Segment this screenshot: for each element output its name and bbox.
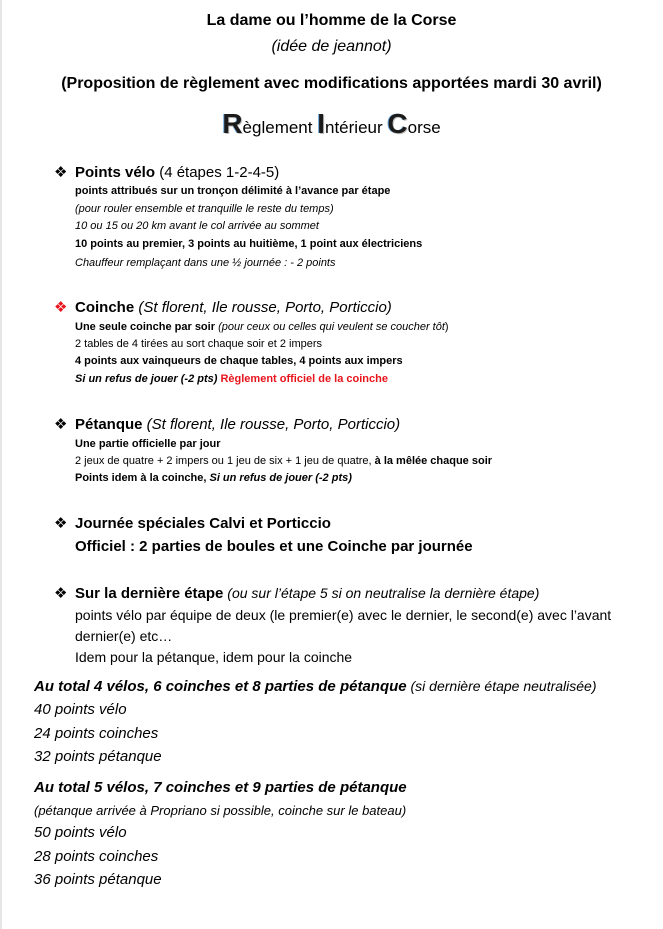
total-1-item: 40 points vélo <box>34 701 127 718</box>
total-1-item: 32 points pétanque <box>34 748 162 765</box>
reglement-word-1: èglement <box>242 118 318 137</box>
reglement-word-2: ntérieur <box>325 118 388 137</box>
diamond-bullet-icon: ❖ <box>54 585 68 602</box>
journee-title: Journée spéciales Calvi et Porticcio <box>75 515 331 532</box>
velo-heading <box>75 164 279 181</box>
derniere-title: Sur la dernière étape <box>75 585 224 602</box>
petanque-line-1: Une partie officielle par jour <box>75 438 221 450</box>
petanque-line-2b: à la mêlée chaque soir <box>374 455 493 467</box>
coinche-refus: Si un refus de jouer (-2 pts) <box>75 373 221 385</box>
derniere-line-3: Idem pour la pétanque, idem pour la coinche <box>75 649 353 665</box>
velo-line-1: points attribués sur un tronçon délimité à l’avance par étape <box>75 185 391 197</box>
derniere-heading <box>75 585 539 602</box>
coinche-line-1 <box>75 321 449 333</box>
doc-title: La dame ou l’homme de la Corse <box>206 12 457 29</box>
derniere-line-2: dernier(e) etc… <box>75 628 173 644</box>
diamond-bullet-icon: ❖ <box>54 416 68 433</box>
coinche-line-1b: (pour ceux ou celles qui veulent se coucher tôt <box>218 321 445 333</box>
velo-line-2: (pour rouler ensemble et tranquille le reste du temps) <box>75 203 334 215</box>
velo-title-note: (4 étapes 1-2-4-5) <box>155 164 280 181</box>
derniere-title-note: (ou sur l’étape 5 si on neutralise la dernière étape) <box>223 585 540 601</box>
total-1-item: 24 points coinches <box>34 725 159 742</box>
total-1-note: (si dernière étape neutralisée) <box>406 678 597 694</box>
reglement-word-3: orse <box>407 118 441 137</box>
doc-subtitle: (idée de jeannot) <box>271 38 392 55</box>
reglement-cap-c: C <box>387 108 408 139</box>
coinche-heading <box>75 299 392 316</box>
journee-line-1: Officiel : 2 parties de boules et une Coinche par journée <box>75 538 473 555</box>
coinche-official-rule: Règlement officiel de la coinche <box>220 373 388 385</box>
total-1-title: Au total 4 vélos, 6 coinches et 8 parties de pétanque <box>34 678 407 695</box>
coinche-line-1c: ) <box>444 321 449 333</box>
diamond-bullet-icon: ❖ <box>54 515 68 532</box>
petanque-title: Pétanque <box>75 416 143 433</box>
velo-line-4: 10 points au premier, 3 points au huitième, 1 point aux électriciens <box>75 238 423 250</box>
coinche-line-4 <box>75 373 388 385</box>
petanque-line-3 <box>75 472 352 484</box>
total-2-item: 36 points pétanque <box>34 871 162 888</box>
diamond-bullet-icon: ❖ <box>54 164 68 181</box>
diamond-bullet-icon-red: ❖ <box>54 299 68 316</box>
derniere-line-1: points vélo par équipe de deux (le premier(e) avec le dernier, le second(e) avec l’avant <box>75 607 612 623</box>
petanque-line-2 <box>75 455 492 467</box>
petanque-title-note: (St florent, Ile rousse, Porto, Porticcio) <box>142 416 401 433</box>
total-2-item: 50 points vélo <box>34 824 127 841</box>
petanque-line-3a: Points idem à la coinche, <box>75 472 210 484</box>
velo-line-5: Chauffeur remplaçant dans une ½ journée : - 2 points <box>75 257 336 269</box>
total-1-heading <box>34 678 597 696</box>
reglement-cap-r: R <box>222 108 243 139</box>
petanque-heading <box>75 416 400 433</box>
total-2-note: (pétanque arrivée à Propriano si possible, coinche sur le bateau) <box>34 803 407 818</box>
coinche-line-1a: Une seule coinche par soir <box>75 321 219 333</box>
reglement-cap-i: I <box>317 108 325 139</box>
reglement-title <box>0 108 663 140</box>
proposal-line: (Proposition de règlement avec modifications apportées mardi 30 avril) <box>61 75 602 92</box>
coinche-title-note: (St florent, Ile rousse, Porto, Porticcio) <box>134 299 392 316</box>
total-2-item: 28 points coinches <box>34 848 159 865</box>
coinche-line-3: 4 points aux vainqueurs de chaque tables, 4 points aux impers <box>75 355 403 367</box>
coinche-line-2: 2 tables de 4 tirées au sort chaque soir et 2 impers <box>75 338 323 350</box>
total-2-title: Au total 5 vélos, 7 coinches et 9 parties de pétanque <box>34 779 407 796</box>
petanque-line-2a: 2 jeux de quatre + 2 impers ou 1 jeu de six + 1 jeu de quatre, <box>75 455 375 467</box>
velo-title: Points vélo <box>75 164 156 181</box>
coinche-title: Coinche <box>75 299 135 316</box>
velo-line-3: 10 ou 15 ou 20 km avant le col arrivée au sommet <box>75 220 319 232</box>
petanque-line-3b: Si un refus de jouer (-2 pts) <box>209 472 352 484</box>
